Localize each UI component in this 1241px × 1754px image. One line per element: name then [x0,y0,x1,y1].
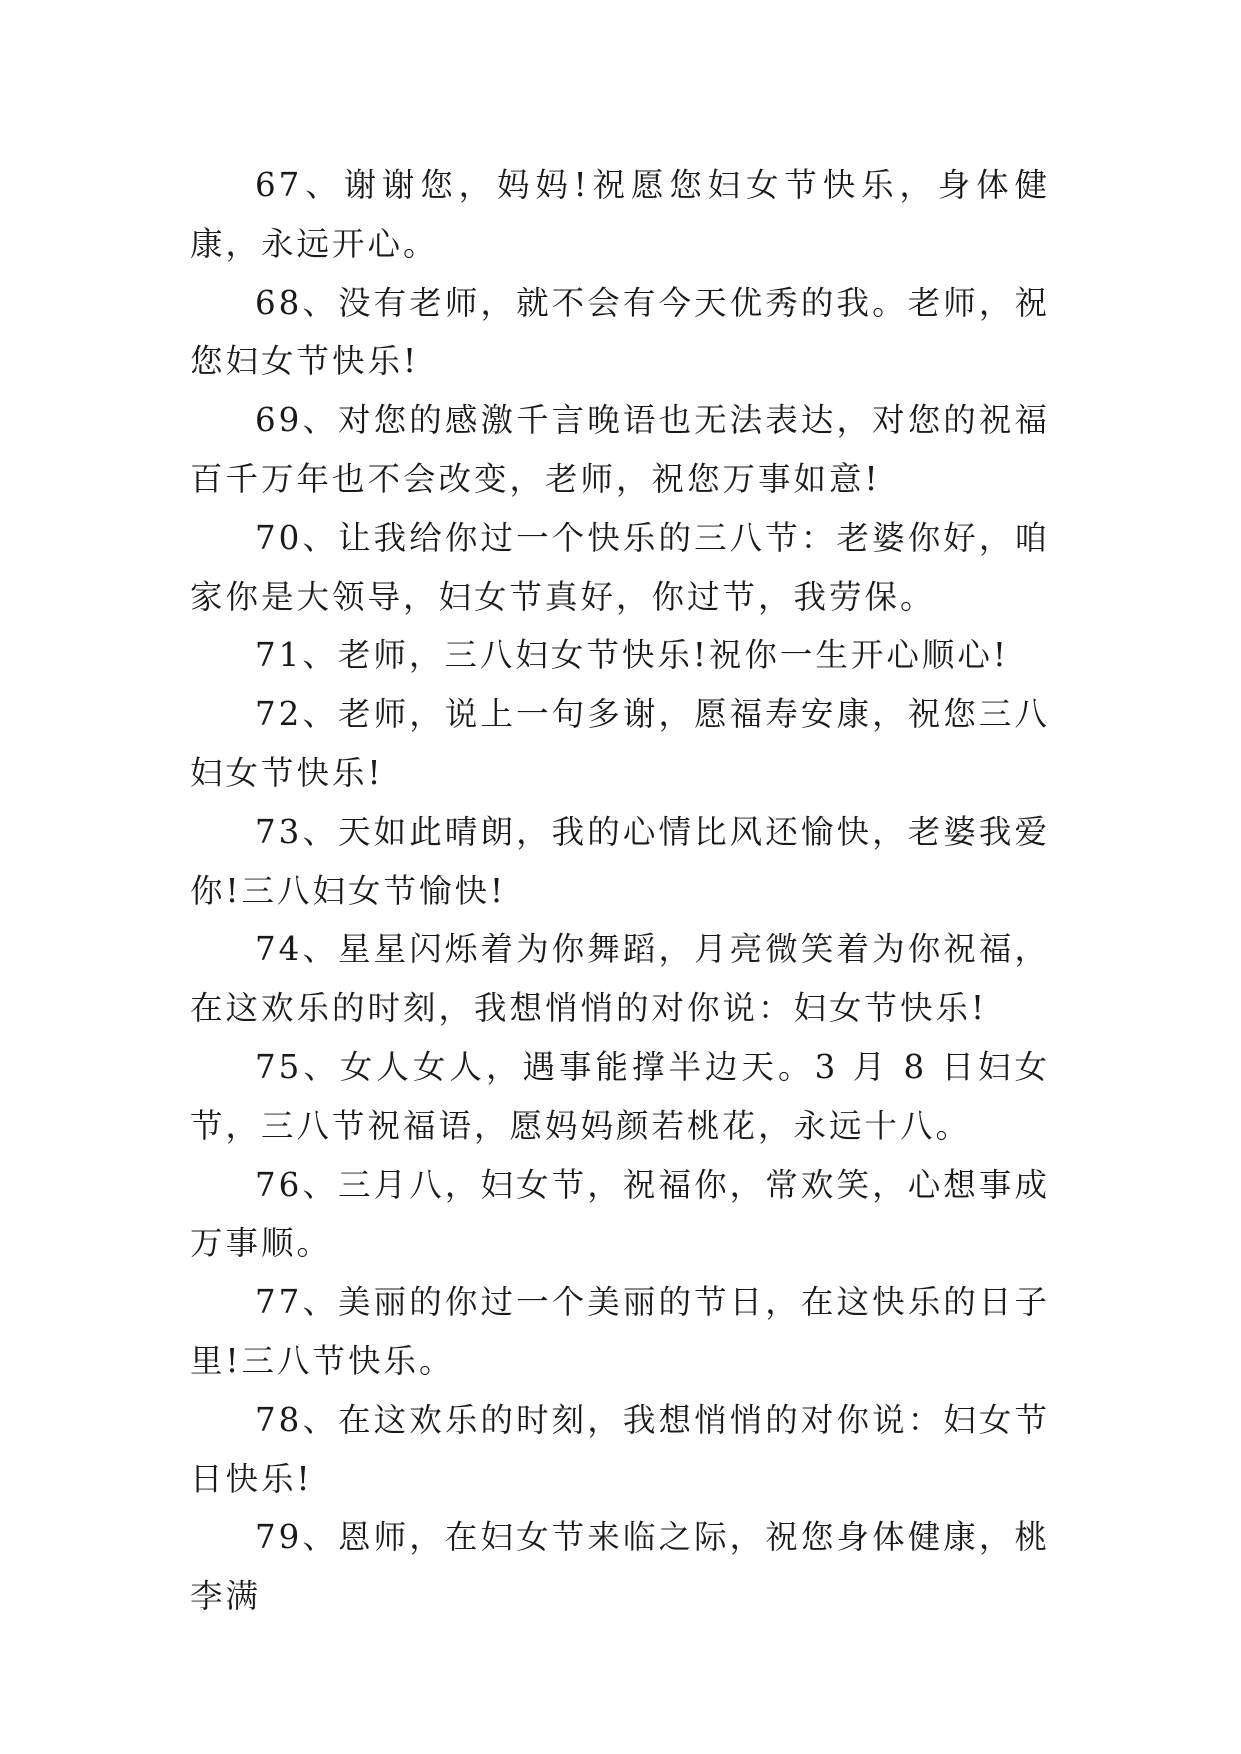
paragraph-74: 74、星星闪烁着为你舞蹈，月亮微笑着为你祝福，在这欢乐的时刻，我想悄悄的对你说：妇女节快乐! [190,930,1050,1028]
paragraph-75: 75、女人女人，遇事能撑半边天。3 月 8 日妇女节，三八节祝福语，愿妈妈颜若桃花，永远十八。 [190,1047,1050,1145]
paragraph-77: 77、美丽的你过一个美丽的节日，在这快乐的日子里!三八节快乐。 [190,1283,1050,1380]
document-body [190,156,1050,1626]
paragraph-69: 69、对您的感激千言晚语也无法表达，对您的祝福百千万年也不会改变，老师，祝您万事如意! [190,401,1050,498]
paragraph-67: 67、谢谢您，妈妈!祝愿您妇女节快乐，身体健康，永远开心。 [190,166,1050,263]
paragraph-68: 68、没有老师，就不会有今天优秀的我。老师，祝您妇女节快乐! [190,283,1050,381]
paragraph-76: 76、三月八，妇女节，祝福你，常欢笑，心想事成万事顺。 [190,1165,1050,1263]
paragraph-78: 78、在这欢乐的时刻，我想悄悄的对你说：妇女节日快乐! [190,1400,1050,1498]
paragraph-79: 79、恩师，在妇女节来临之际，祝您身体健康，桃李满 [190,1518,1050,1616]
paragraph-72: 72、老师，说上一句多谢，愿福寿安康，祝您三八妇女节快乐! [190,695,1050,792]
paragraph-70: 70、让我给你过一个快乐的三八节：老婆你好，咱家你是大领导，妇女节真好，你过节，我劳保。 [190,518,1050,616]
paragraph-71: 71、老师，三八妇女节快乐!祝你一生开心顺心! [255,636,1009,675]
paragraph-73: 73、天如此晴朗，我的心情比风还愉快，老婆我爱你!三八妇女节愉快! [190,812,1050,910]
